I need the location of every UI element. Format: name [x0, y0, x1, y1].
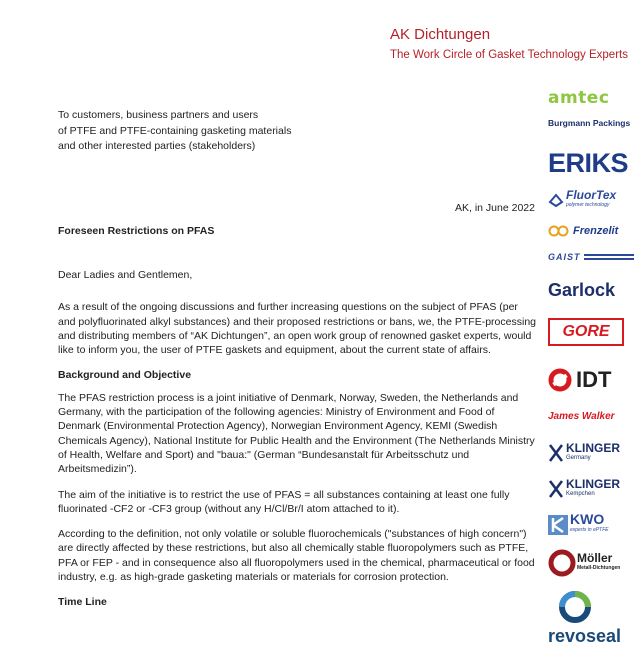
logo-text: IDT — [576, 367, 612, 392]
logo-text: James Walker — [548, 410, 615, 422]
logo-text: FluorTex — [566, 188, 617, 202]
logo-eriks — [548, 148, 636, 178]
logo-text: Möller — [577, 551, 613, 565]
logo-garlock — [548, 278, 636, 302]
logo-subtext: Germany — [566, 455, 591, 461]
logo-amtec — [548, 88, 636, 108]
logo-subtext: experts in ePTFE — [570, 527, 609, 533]
paragraph-definition: According to the definition, not only volatile or soluble fluorochemicals ("substances of high concern") are directly affected by these restrictions, but also all chemically stable fluoropolymers such as PTFE, PFA or FEP - and in consequence also all fluoropolymers used in the chemical, pharmaceutical or food industry, e.g. as high-grade gasketing materials or materials for corrosion protection. — [58, 528, 535, 584]
address-line: To customers, business partners and users — [58, 109, 259, 121]
logo-klinger-kempchen — [548, 476, 636, 502]
logo-text: KLINGER — [566, 477, 620, 491]
address-line: and other interested parties (stakeholders) — [58, 140, 256, 152]
org-name: AK Dichtungen — [390, 26, 491, 43]
logo-text: amtec — [548, 88, 610, 108]
moeller-ring-icon — [548, 549, 576, 577]
heading-timeline: Time Line — [58, 596, 107, 609]
gaist-stripes-icon — [584, 253, 634, 261]
logo-gaist — [548, 248, 636, 266]
logo-text: KLINGER — [566, 441, 620, 455]
paragraph-aim: The aim of the initiative is to restrict the use of PFAS = all substances containing at least one fully fluorinated -CF2 or -CF3 group (without any H/Cl/Br/I atom attached to it). — [58, 488, 510, 515]
heading-background: Background and Objective — [58, 369, 192, 382]
logo-fluortex — [548, 188, 636, 212]
logo-text: GORE — [562, 323, 610, 340]
logo-text: ERIKS — [548, 147, 629, 178]
frenzelit-rings-icon — [548, 225, 570, 237]
logo-klinger-germany — [548, 440, 636, 466]
recipient-address — [58, 108, 291, 155]
address-line: of PTFE and PTFE-containing gasketing materials — [58, 124, 292, 137]
klinger-k-icon — [548, 478, 564, 500]
logo-subtext: polymer technology — [566, 202, 610, 208]
logo-text: Burgmann Packings — [548, 118, 631, 128]
revoseal-swirl-icon — [558, 590, 592, 624]
org-header — [390, 26, 628, 63]
logo-gore — [548, 318, 636, 346]
klinger-k-icon — [548, 442, 564, 464]
logo-subtext: Kempchen — [566, 491, 595, 497]
logo-text: Garlock — [548, 279, 616, 300]
logo-burgmann — [548, 114, 636, 132]
paragraph-process: The PFAS restriction process is a joint initiative of Denmark, Norway, Sweden, the Netherlands and Germany, with the participation of the following agencies: Ministry of Environment and Food of Denmark (Environmental Protection Agency), Norwegian Environment Agency, KEMI (Swedish Chemicals Agency), National Institute for Public Health and the Environment (The Netherlands Ministry of Health, Welfare and Sport) and "baua:" (German “Bundesanstalt für Arbeitsschutz und Arbeitsmedizin”). — [58, 391, 535, 476]
logo-james-walker — [548, 408, 636, 424]
kwo-k-icon — [548, 515, 568, 535]
logo-frenzelit — [548, 222, 636, 240]
logo-text: Frenzelit — [573, 225, 619, 237]
logo-text: GAIST — [548, 252, 581, 262]
letter-date: AK, in June 2022 — [455, 202, 535, 214]
letter-subject: Foreseen Restrictions on PFAS — [58, 225, 215, 237]
logo-kwo — [548, 512, 636, 538]
logo-revoseal — [548, 590, 636, 652]
paragraph-intro: As a result of the ongoing discussions and further increasing questions on the subject of PFAS (per and polyfluorinated alkyl substances) and their proposed restrictions or bans, we, the PTFE-processing and distributing members of “AK Dichtungen”, an open work group of renowned gasket experts, would like to inform you, the user of PTFE gaskets and equipment, about the current state of affairs. — [58, 301, 536, 357]
org-tagline: The Work Circle of Gasket Technology Experts — [390, 49, 628, 61]
idt-circle-icon — [548, 368, 572, 392]
member-logos — [548, 80, 638, 653]
logo-text: KWO — [570, 511, 605, 527]
fluortex-mark-icon — [548, 192, 564, 208]
salutation: Dear Ladies and Gentlemen, — [58, 269, 193, 281]
logo-moeller — [548, 546, 636, 580]
letter-body — [58, 268, 536, 618]
logo-text: revoseal — [548, 626, 622, 646]
logo-subtext: Metall-Dichtungen — [577, 565, 621, 571]
logo-idt — [548, 364, 636, 396]
